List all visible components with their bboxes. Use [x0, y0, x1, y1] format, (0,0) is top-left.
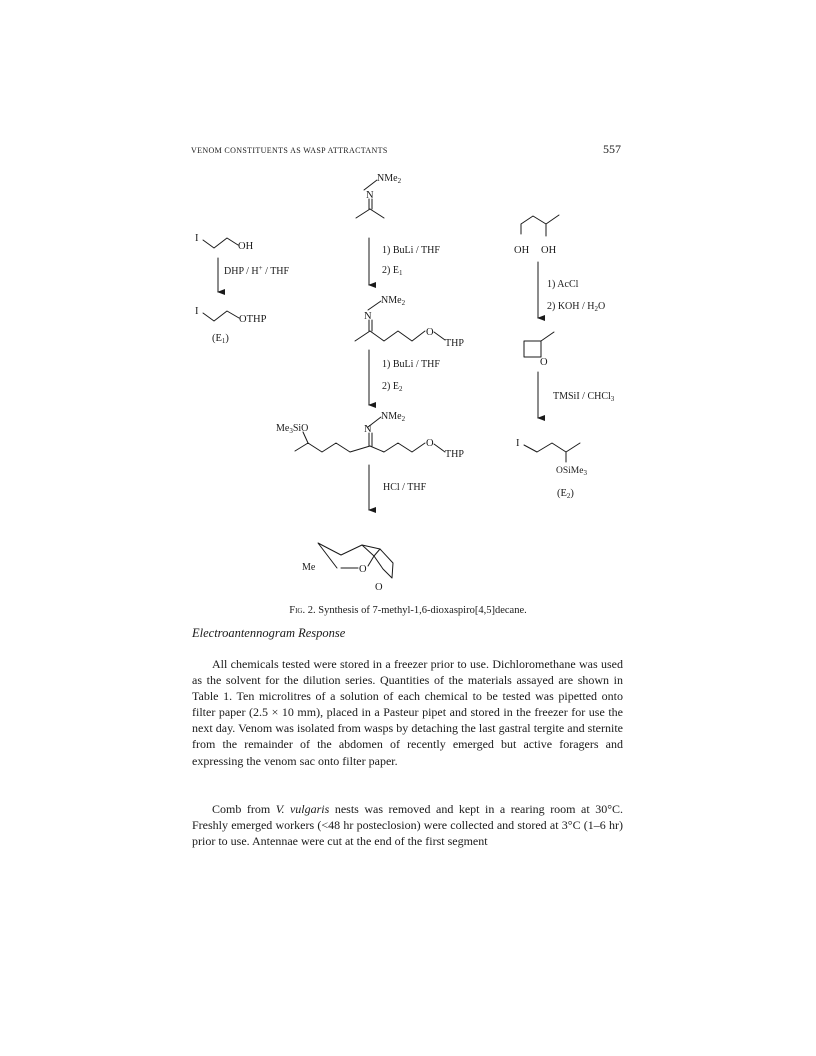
- paragraph-2-text: Comb from V. vulgaris nests was removed and kept in a rearing room at 30°C. Freshly emerged workers (<48 hr posteclosion) were collected and stored at 3°C (1–6 hr) prior to use. Antennae were cut at the end of the first segment: [192, 802, 624, 849]
- iodoethanol-structure: [203, 238, 238, 248]
- svg-text:1) BuLi / THF: 1) BuLi / THF: [382, 245, 440, 256]
- iodo-silyl-ether-structure: [524, 443, 580, 452]
- svg-text:OSiMe3: OSiMe$_3$: [556, 466, 587, 477]
- svg-text:O: O: [375, 582, 383, 593]
- svg-text:1) AcCl: 1) AcCl: [547, 279, 579, 290]
- svg-text:2) KOH / H2O: 2) KOH / $H_2O$: [547, 301, 606, 313]
- svg-text:I: I: [195, 233, 199, 244]
- oxetane-structure: [524, 341, 541, 357]
- svg-text:N: N: [364, 311, 372, 322]
- svg-text:OTHP: OTHP: [239, 314, 267, 325]
- svg-text:O: O: [359, 564, 367, 575]
- svg-text:2) E1: 2) $E_1$: [382, 265, 403, 277]
- paragraph-2: [192, 801, 623, 849]
- figure-caption-text: Synthesis of 7-methyl-1,6-dioxaspiro[4,5]decane.: [315, 605, 527, 616]
- svg-text:THP: THP: [445, 338, 464, 349]
- iodoethyl-othp-structure: [203, 311, 239, 321]
- svg-text:2) E2: 2) $E_2$: [382, 381, 403, 393]
- svg-text:OH: OH: [541, 245, 557, 256]
- running-head: VENOM CONSTITUENTS AS WASP ATTRACTANTS: [191, 146, 388, 155]
- svg-text:HCl / THF: HCl / THF: [383, 482, 427, 493]
- svg-text:O: O: [540, 357, 548, 368]
- svg-text:DHP / H+ / THF: DHP / H+ / THF: [224, 264, 290, 277]
- section-heading: Electroantennogram Response: [192, 626, 346, 640]
- svg-text:NMe2: NMe$_2$: [381, 411, 406, 423]
- svg-text:N: N: [364, 424, 372, 435]
- svg-text:OH: OH: [238, 241, 254, 252]
- species-name: V. vulgaris: [275, 802, 330, 816]
- svg-text:I: I: [516, 438, 520, 449]
- svg-text:NMe2: NMe$_2$: [377, 173, 402, 185]
- svg-text:O: O: [426, 438, 434, 449]
- paragraph-1: [192, 656, 623, 769]
- svg-text:TMSiI / CHCl3: TMSiI / CHCl$_3$: [553, 391, 615, 403]
- svg-text:NMe2: NMe$_2$: [381, 295, 406, 307]
- svg-text:THP: THP: [445, 449, 464, 460]
- svg-text:(E2): (E2): [557, 488, 574, 500]
- svg-text:O: O: [426, 327, 434, 338]
- svg-text:OH: OH: [514, 245, 530, 256]
- svg-text:Me3SiO: $Me_3SiO$: [276, 423, 309, 435]
- svg-text:I: I: [195, 306, 199, 317]
- page-number: 557: [603, 142, 621, 156]
- svg-text:(E1): (E1): [212, 333, 229, 345]
- svg-text:1) BuLi / THF: 1) BuLi / THF: [382, 359, 440, 370]
- paragraph-1-text: All chemicals tested were stored in a freezer prior to use. Dichloromethane was used as the solvent for the dilution series. Quantities of the materials assayed are shown in Table 1. Ten microlitres of a solution of each chemical to be tested was pipetted onto filter paper (2.5 × 10 mm), placed in a Pasteur pipet and stored in the freezer for use the next day. Venom was isolated from wasps by detaching the last gastral tergite and sternite from the remainder of the abdomen of recently emerged but active foragers and expressing the venom sac onto filter paper.: [192, 657, 623, 768]
- figure-caption: [0, 605, 816, 616]
- svg-text:Me: Me: [302, 562, 316, 573]
- svg-text:N: N: [366, 190, 374, 201]
- butanediol-structure: [521, 215, 559, 234]
- figure-label: Fig. 2.: [289, 605, 316, 616]
